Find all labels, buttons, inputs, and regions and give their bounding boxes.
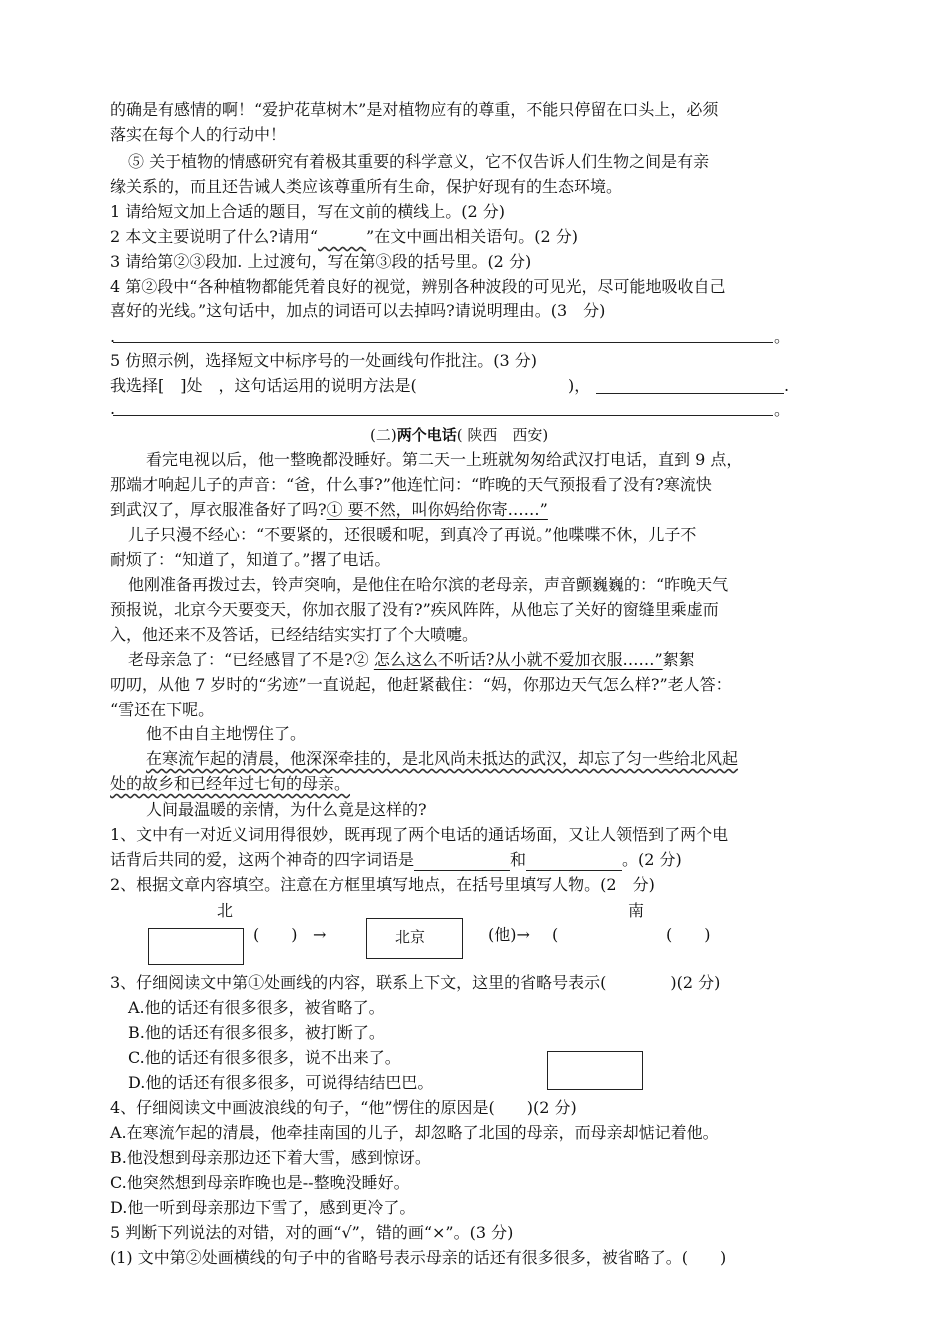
story-line: 他不由自主地愣住了。 — [146, 724, 307, 743]
story-line: 耐烦了：“知道了，知道了。”撂了电话。 — [110, 550, 391, 569]
arrow-icon: → — [313, 925, 327, 944]
story-line: 入，他还来不及答话，已经结结实实打了个大喷嚏。 — [110, 625, 479, 644]
question-1-4-line-1: 4 第②段中“各种植物都能凭着良好的视觉，辨别各种波段的可见光，尽可能地吸收自己 — [110, 277, 726, 296]
section-2-title: 两个电话 — [396, 426, 457, 444]
underlined-sentence-1: ① 要不然，叫你妈给你寄……” — [326, 500, 548, 519]
person-he-arrow: (他)→ — [488, 925, 530, 944]
story-line: 儿子只漫不经心：“不要紧的，还很暖和呢，到真冷了再说。”他喋喋不休，儿子不 — [128, 525, 697, 544]
story-line: 人间最温暖的亲情，为什么竟是这样的? — [146, 800, 427, 819]
paren-open: ( — [552, 925, 559, 944]
option-b: B.他的话还有很多很多，被打断了。 — [128, 1023, 385, 1042]
story-line: 看完电视以后，他一整晚都没睡好。第二天一上班就匆匆给武汉打电话，直到 9 点， — [146, 450, 743, 469]
wavy-sentence-part-2: 处的故乡和已经年过七旬的母亲。 — [110, 774, 351, 793]
paragraph-4-line-2: 落实在每个人的行动中！ — [110, 125, 287, 144]
question-1-2-prefix: 2 本文主要说明了什么?请用“ — [110, 227, 319, 246]
underlined-sentence-2: 怎么这么不听话?从小就不爱加衣服……” — [373, 650, 663, 669]
label-north: 北 — [217, 901, 234, 920]
question-2-3: 3、仔细阅读文中第①处画线的内容，联系上下文，这里的省略号表示( )(2 分) — [110, 973, 721, 992]
question-2-2: 2、根据文章内容填空。注意在方框里填写地点，在括号里填写人物。(2 分) — [110, 875, 655, 894]
paragraph-4-line-1: 的确是有感情的啊！“爱护花草树木”是对植物应有的尊重，不能只停留在口头上，必须 — [110, 100, 719, 119]
question-2-1-and: 和 — [510, 850, 527, 869]
option-a: A.他的话还有很多很多，被省略了。 — [128, 998, 385, 1017]
paragraph-5-line-2: 缘关系的，而且还告诫人类应该尊重所有生命，保护好现有的生态环境。 — [110, 177, 623, 196]
story-line: 他刚准备再拨过去，铃声突响，是他住在哈尔滨的老母亲，声音颤巍巍的：“昨晚天气 — [128, 575, 729, 594]
question-2-1-text: 话背后共同的爱，这两个神奇的四字词语是 — [110, 850, 415, 869]
section-2-number: (二) — [370, 426, 397, 444]
question-1-5-choice: 我选择[ ]处 ，这句话运用的说明方法是( — [110, 376, 417, 395]
option-c: C.他的话还有很多很多，说不出来了。 — [128, 1048, 401, 1067]
place-box-1[interactable] — [148, 928, 244, 965]
answer-line-start-2: . — [110, 399, 116, 418]
wavy-sentence-part-1: 在寒流乍起的清晨，他深深牵挂的，是北风尚未抵达的武汉，却忘了匀一些给北风起 — [146, 749, 739, 768]
question-2-5-1: (1) 文中第②处画横线的句子中的省略号表示母亲的话还有很多很多，被省略了。( ) — [110, 1248, 727, 1267]
answer-line-end: 。 — [774, 327, 791, 346]
question-1-5-paren-close: )， — [568, 376, 591, 395]
story-line — [110, 499, 548, 521]
question-1-4-line-2: 喜好的光线。”这句话中，加点的词语可以去掉吗?请说明理由。(3 分) — [110, 301, 606, 320]
story-line: 叨叨，从他 7 岁时的“劣迹”一直说起，他赶紧截住：“妈，你那边天气怎么样?”老人答： — [110, 675, 732, 694]
paragraph-5-line-1: ⑤ 关于植物的情感研究有着极其重要的科学意义，它不仅告诉人们生物之间是有亲 — [128, 152, 710, 171]
question-1-5-dot: . — [784, 376, 790, 395]
question-2-1-line-1: 1、文中有一对近义词用得很妙，既再现了两个电话的通话场面，又让人领悟到了两个电 — [110, 825, 729, 844]
label-south: 南 — [628, 901, 645, 920]
option-d: D.他的话还有很多很多，可说得结结巴巴。 — [128, 1073, 434, 1092]
question-1-2 — [110, 226, 578, 248]
answer-blank-word-1[interactable] — [414, 852, 510, 871]
option-b: B.他没想到母亲那边还下着大雪，感到惊讶。 — [110, 1148, 431, 1167]
option-a: A.在寒流乍起的清晨，他牵挂南国的儿子，却忽略了北国的母亲，而母亲却惦记着他。 — [110, 1123, 719, 1142]
question-2-1-score: 。(2 分) — [622, 850, 682, 869]
wavy-sentence-line-1 — [146, 748, 738, 770]
answer-line-q5[interactable] — [113, 415, 773, 416]
answer-line-q4[interactable] — [113, 342, 773, 343]
story-text: 絮絮 — [662, 650, 695, 669]
wavy-mark-sample — [318, 227, 366, 246]
wavy-sentence-line-2 — [110, 773, 350, 795]
option-c: C.他突然想到母亲昨晚也是--整晚没睡好。 — [110, 1173, 410, 1192]
question-1-5: 5 仿照示例，选择短文中标序号的一处画线句作批注。(3 分) — [110, 351, 538, 370]
question-1-2-suffix: ”在文中画出相关语句。(2 分) — [366, 227, 578, 246]
option-d: D.他一听到母亲那边下雪了，感到更冷了。 — [110, 1198, 416, 1217]
person-paren-1: ( ) — [253, 925, 298, 944]
story-text: 老母亲急了：“已经感冒了不是?② — [128, 650, 374, 669]
question-1-1: 1 请给短文加上合适的题目，写在文前的横线上。(2 分) — [110, 202, 506, 221]
story-line: 预报说，北京今天要变天，你加衣服了没有?”疾风阵阵，从他忘了关好的窗缝里乘虚而 — [110, 600, 719, 619]
question-2-1-line-2 — [110, 849, 682, 871]
answer-blank-method[interactable] — [596, 393, 784, 394]
story-line: 那端才响起儿子的声音：“爸，什么事?”他连忙问：“昨晚的天气预报看了没有?寒流快 — [110, 475, 712, 494]
place-box-beijing-label: 北京 — [395, 928, 426, 946]
question-2-4: 4、仔细阅读文中画波浪线的句子，“他”愣住的原因是( )(2 分) — [110, 1098, 577, 1117]
question-2-5: 5 判断下列说法的对错，对的画“√”，错的画“×”。(3 分) — [110, 1223, 514, 1242]
story-line: “雪还在下呢。 — [110, 700, 215, 719]
question-1-3: 3 请给第②③段加. 上过渡句，写在第③段的括号里。(2 分) — [110, 252, 532, 271]
answer-line-start: . — [110, 327, 116, 346]
answer-line-end-2: 。 — [774, 400, 791, 419]
place-box-2[interactable] — [547, 1051, 643, 1090]
answer-blank-word-2[interactable] — [526, 852, 622, 871]
section-2-source: ( 陕西 西安) — [456, 426, 549, 444]
section-2-heading — [370, 424, 548, 446]
person-paren-2: ( ) — [666, 925, 711, 944]
story-line — [128, 649, 695, 671]
story-text: 到武汉了，厚衣服准备好了吗? — [110, 500, 327, 519]
